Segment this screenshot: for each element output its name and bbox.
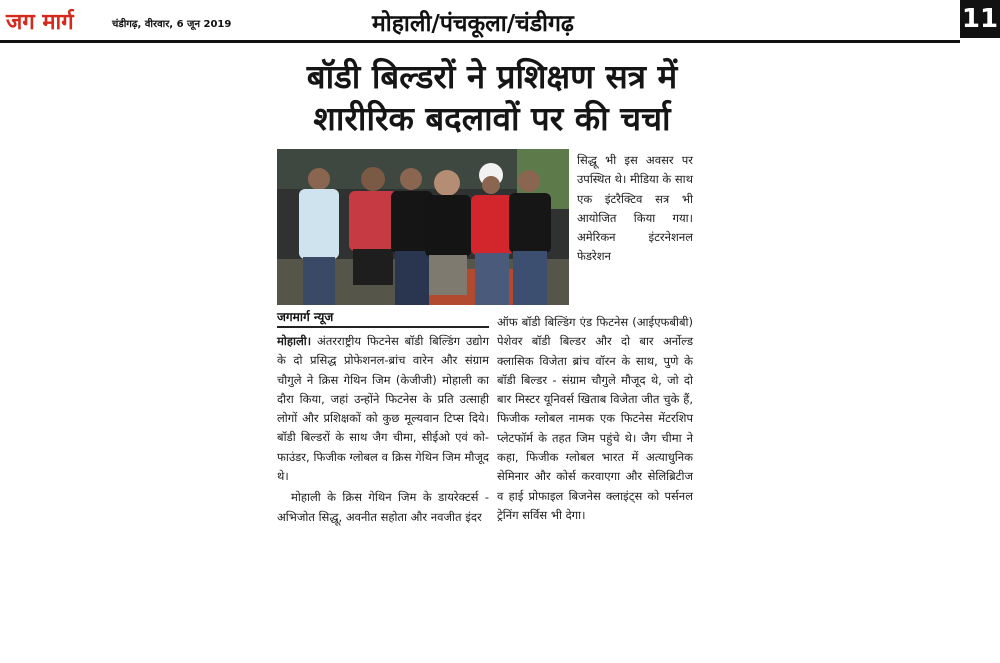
headline-line-1: बॉडी बिल्डरों ने प्रशिक्षण सत्र में (306, 57, 678, 96)
dateline: चंडीगढ़, वीरवार, 6 जून 2019 (112, 19, 232, 30)
paragraph-2: मोहाली के क्रिस गेथिन जिम के डायरेक्टर्स - अभिजोत सिद्धू, अवनीत सहोता और नवजीत इंदर (277, 490, 489, 524)
group-photo (277, 149, 569, 305)
byline: जगमार्ग न्यूज (277, 310, 334, 324)
byline-rule (277, 326, 489, 328)
article-column-1 (277, 332, 489, 529)
article-column-top-right: सिद्धू भी इस अवसर पर उपस्थित थे। मीडिया के साथ एक इंटरैक्टिव सत्र भी आयोजित किया गया। अमेरिकन इंटरनेशनल फेडरेशन (577, 153, 693, 264)
section-title: मोहाली/पंचकूला/चंडीगढ़ (372, 11, 574, 37)
dateline-place: मोहाली। (277, 334, 312, 348)
article-column-2: ऑफ बॉडी बिल्डिंग एंड फिटनेस (आईएफबीबी) पेशेवर बॉडी बिल्डर और दो बार अर्नोल्ड क्लासिक विजेता ब्रांच वॉरन के साथ, पुणे के बॉडी बिल्डर - संग्राम चौगुले मौजूद थे, जो दो बार मिस्टर यूनिवर्स खिताब विजेता जीत चुके हैं, फिजीक ग्लोबल नामक एक फिटनेस मेंटरशिप प्लेटफॉर्म के तहत जिम पहुंचे थे। जैग चीमा ने कहा, फिजीक ग्लोबल भारत में अत्याधुनिक सेमिनार और कोर्स करवाएगा और सेलिब्रिटीज व हाई प्रोफाइल बिजनेस क्लाइंट्स को पर्सनल ट्रेनिंग सर्विस भी देगा। (497, 315, 693, 522)
paragraph-1-text: अंतरराष्ट्रीय फिटनेस बॉडी बिल्डिंग उद्योग के दो प्रसिद्ध प्रोफेशनल-ब्रांच वारेन और संग्राम चौगुले ने क्रिस गेथिन जिम (केजीजी) मोहाली का दौरा किया, जहां उन्होंने फिटनेस के प्रति उत्साही लोगों और प्रशिक्षकों को कुछ मूल्यवान टिप्स दिये। बॉडी बिल्डरों के साथ जैग चीमा, सीईओ एवं को-फाउंडर, फिजीक ग्लोबल व क्रिस गेथिन जिम मौजूद थे। (277, 334, 489, 484)
headline (272, 56, 712, 140)
paragraph-1 (277, 332, 489, 486)
group-photo-illustration (277, 149, 569, 305)
headline-line-2: शारीरिक बदलावों पर की चर्चा (313, 99, 671, 138)
masthead-rule (0, 40, 960, 43)
masthead (0, 0, 1000, 44)
newspaper-logo: जग मार्ग (6, 10, 74, 35)
page-number: 11 (960, 0, 1000, 38)
